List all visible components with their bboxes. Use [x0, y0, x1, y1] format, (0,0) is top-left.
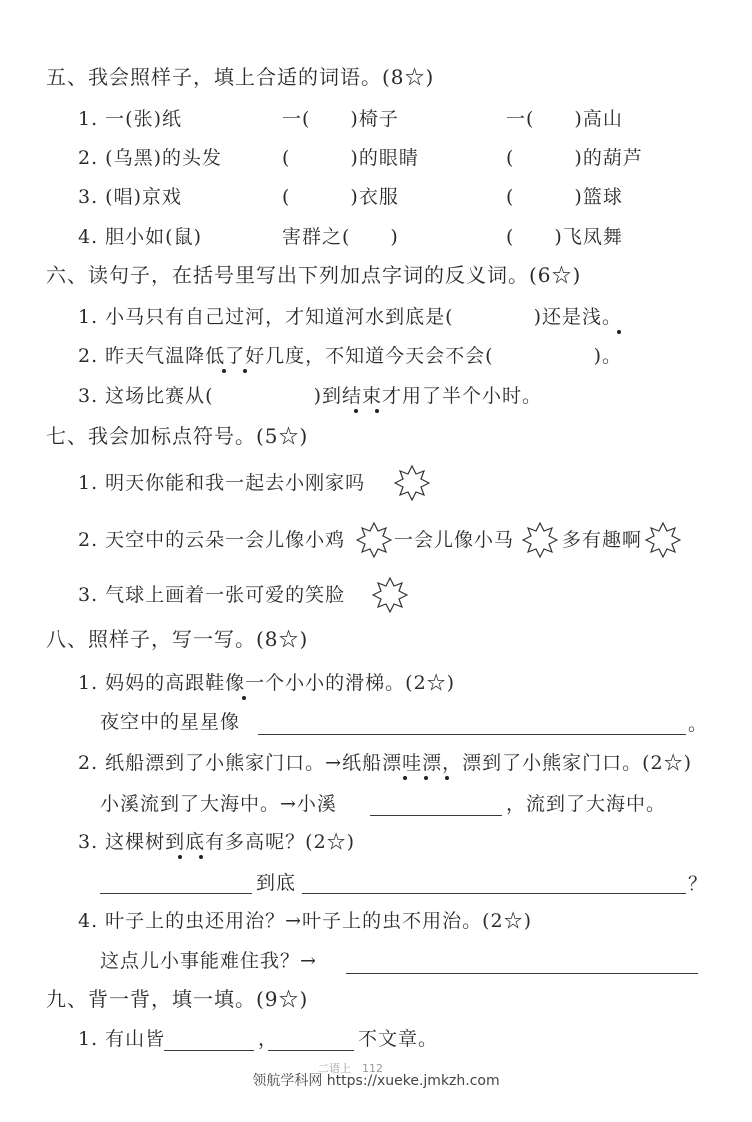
s5-row4-col3: ( )飞凤舞 [506, 226, 623, 248]
s7-q2-part1: 2. 天空中的云朵一会儿像小鸡 [78, 529, 346, 551]
s8-q4-answer-prompt: 这点儿小事能难住我？→ [100, 950, 317, 972]
punctuation-star-box[interactable] [356, 522, 392, 558]
s5-row1-col2: 一( )椅子 [282, 108, 399, 130]
s8-q3-question-mark: ？ [688, 873, 709, 895]
s7-q3: 3. 气球上画着一张可爱的笑脸 [78, 584, 346, 606]
emphasis-dot [403, 776, 407, 780]
emphasis-dot [375, 409, 379, 413]
s8-q2: 2. 纸船漂到了小熊家门口。→纸船漂哇漂，漂到了小熊家门口。(2☆) [78, 752, 693, 774]
section-7-heading: 七、我会加标点符号。(5☆) [46, 424, 309, 448]
s5-row1-col1: 1. 一(张)纸 [78, 108, 182, 130]
emphasis-dot [445, 776, 449, 780]
s5-row2-col1: 2. (乌黑)的头发 [78, 147, 222, 169]
s8-q4: 4. 叶子上的虫还用治？→叶子上的虫不用治。(2☆) [78, 910, 533, 932]
punctuation-star-box[interactable] [522, 522, 558, 558]
page-number: 二语上 112 [318, 1062, 383, 1075]
s8-q1-answer-prompt: 夜空中的星星像 [100, 711, 241, 733]
s5-row2-col2: ( )的眼睛 [282, 147, 419, 169]
s8-q1: 1. 妈妈的高跟鞋像一个小小的滑梯。(2☆) [78, 672, 456, 694]
emphasis-dot [424, 776, 428, 780]
emphasis-dot [617, 330, 621, 334]
emphasis-dot [354, 409, 358, 413]
answer-line[interactable] [100, 893, 252, 894]
s9-q1-comma: ， [258, 1028, 279, 1050]
s7-q2-part3: 多有趣啊 [562, 529, 643, 551]
punctuation-star-box[interactable] [645, 522, 681, 558]
s5-row1-col3: 一( )高山 [506, 108, 623, 130]
s8-q3-middle: 到底 [256, 872, 297, 894]
section-9-heading: 九、背一背，填一填。(9☆) [46, 987, 309, 1011]
s5-row2-col3: ( )的葫芦 [506, 147, 643, 169]
section-8-heading: 八、照样子，写一写。(8☆) [46, 627, 309, 651]
s9-q1-end: 不文章。 [358, 1028, 439, 1050]
answer-line[interactable] [346, 973, 698, 974]
section-6-heading: 六、读句子，在括号里写出下列加点字词的反义词。(6☆) [46, 263, 582, 287]
punctuation-star-box[interactable] [394, 465, 430, 501]
s6-q3: 3. 这场比赛从( )到结束才用了半个小时。 [78, 385, 542, 407]
s5-row4-col2: 害群之( ) [282, 226, 399, 248]
s6-q1: 1. 小马只有自己过河，才知道河水到底是( )还是浅。 [78, 306, 622, 328]
s5-row4-col1: 4. 胆小如(鼠) [78, 226, 202, 248]
s6-q2: 2. 昨天气温降低了好几度，不知道今天会不会( )。 [78, 345, 622, 367]
answer-line[interactable] [164, 1050, 254, 1051]
s7-q1: 1. 明天你能和我一起去小刚家吗 [78, 472, 366, 494]
s9-q1-start: 1. 有山皆 [78, 1028, 166, 1050]
answer-line[interactable] [268, 1050, 354, 1051]
answer-line[interactable] [302, 893, 686, 894]
emphasis-dot [222, 369, 226, 373]
emphasis-dot [199, 855, 203, 859]
s7-q2-part2: 一会儿像小马 [394, 529, 515, 551]
emphasis-dot [242, 696, 246, 700]
watermark: 领航学科网 https://xueke.jmkzh.com [252, 1073, 500, 1089]
s8-q3: 3. 这棵树到底有多高呢？(2☆) [78, 831, 356, 853]
s5-row3-col3: ( )篮球 [506, 186, 623, 208]
punctuation-star-box[interactable] [372, 577, 408, 613]
emphasis-dot [178, 855, 182, 859]
answer-line[interactable] [370, 815, 502, 816]
section-5-heading: 五、我会照样子，填上合适的词语。(8☆) [46, 65, 435, 89]
s8-q1-period: 。 [688, 713, 709, 735]
s5-row3-col1: 3. (唱)京戏 [78, 186, 182, 208]
s8-q2-answer-prompt: 小溪流到了大海中。→小溪 [100, 793, 337, 815]
answer-line[interactable] [258, 734, 686, 735]
s8-q2-answer-tail: ，流到了大海中。 [506, 793, 667, 815]
emphasis-dot [243, 369, 247, 373]
s5-row3-col2: ( )衣服 [282, 186, 399, 208]
